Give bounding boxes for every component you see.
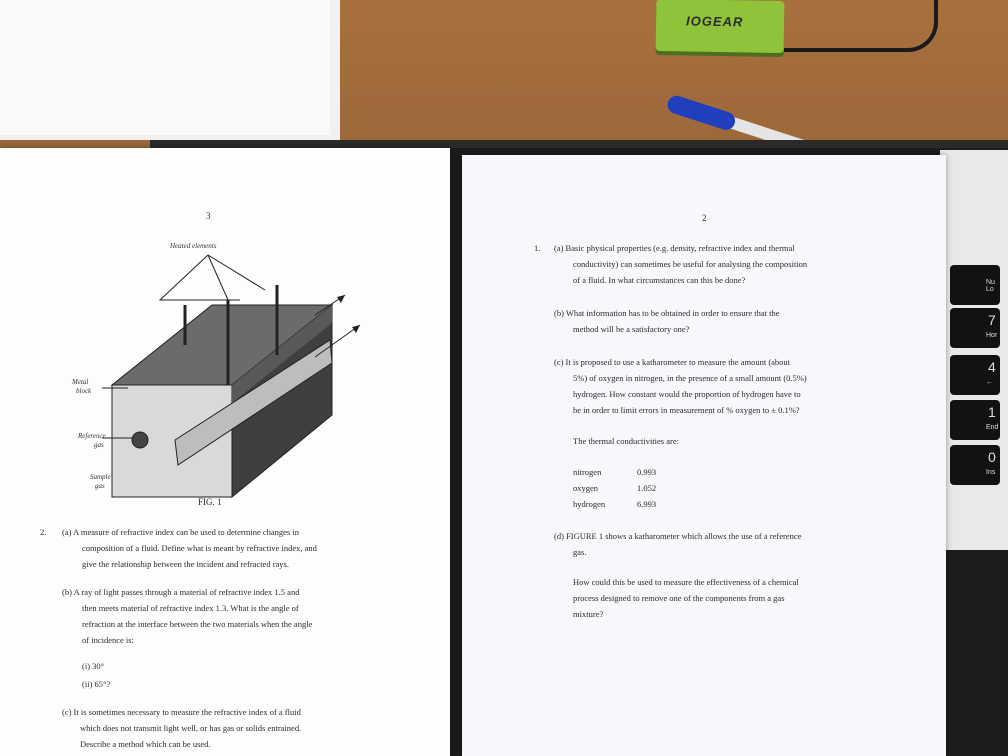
key-numlock (950, 265, 1000, 305)
table-gas: oxygen (573, 483, 599, 493)
key-number: 7 (988, 312, 996, 328)
q2a-line2: composition of a fluid. Define what is meant by refractive index, and (82, 543, 317, 553)
q2c-line1: (c) It is sometimes necessary to measure the refractive index of a fluid (62, 707, 301, 717)
usb-card-reader (656, 0, 785, 53)
background-sheet-top (0, 0, 330, 135)
q1b-line1: (b) What information has to be obtained in order to ensure that the (554, 308, 780, 318)
figure-caption: FIG. 1 (198, 497, 222, 507)
key-number: 1 (988, 404, 996, 420)
heated-elements-label: Heated elements (170, 242, 217, 250)
katharometer-diagram (60, 245, 440, 515)
usb-brand-label: IOGEAR (685, 13, 744, 30)
sample-gas-label-line1: Sample (90, 473, 111, 481)
page-number: 2 (702, 213, 707, 223)
key-number: 4 (988, 359, 996, 375)
key-label: ← (986, 379, 993, 386)
q1d2-line3: mixture? (573, 609, 604, 619)
q1d2-line2: process designed to remove one of the components from a gas (573, 593, 785, 603)
q2b-line4: of incidence is: (82, 635, 134, 645)
q1d-line2: gas. (573, 547, 587, 557)
q1d-line1: (d) FIGURE 1 shows a katharometer which allows the use of a reference (554, 531, 802, 541)
q1c-line4: be in order to limit errors in measurement of % oxygen to ± 0.1%? (573, 405, 800, 415)
question-2-number: 2. (40, 527, 47, 537)
key-label: Nu Lo (986, 279, 995, 293)
sample-gas-label-line2: gas (95, 482, 105, 490)
key-0 (950, 445, 1000, 485)
key-1 (950, 400, 1000, 440)
key-7 (950, 308, 1000, 348)
keyboard-edge (150, 140, 1008, 148)
q2b-i: (i) 30° (82, 661, 105, 671)
usb-cable (784, 0, 938, 52)
metal-block-label-line2: block (76, 387, 92, 395)
key-label: Hor (986, 332, 998, 339)
key-4 (950, 355, 1000, 395)
q2a-line3: give the relationship between the incident and refracted rays. (82, 559, 289, 569)
q1c-line3: hydrogen. How constant would the proportion of hydrogen have to (573, 389, 801, 399)
q2b-line1: (b) A ray of light passes through a material of refractive index 1.5 and (62, 587, 300, 597)
question-1-number: 1. (534, 243, 541, 253)
key-label: End (986, 424, 999, 431)
keyboard-side-panel (940, 150, 1008, 550)
q2c-line2: which does not transmit light well, or has gas or solids entrained. (80, 723, 302, 733)
q2b-line2: then meets material of refractive index 1.3. What is the angle of (82, 603, 299, 613)
q1b-line2: method will be a satisfactory one? (573, 324, 690, 334)
q1c-line1: (c) It is proposed to use a katharometer to measure the amount (about (554, 357, 791, 367)
q1a-line1: (a) Basic physical properties (e.g. density, refractive index and thermal (554, 243, 795, 253)
conductivities-intro: The thermal conductivities are: (573, 436, 679, 446)
q1c-line2: 5%) of oxygen in nitrogen, in the presence of a small amount (0.5%) (573, 373, 807, 383)
reference-gas-label-line1: Reference (78, 432, 106, 440)
metal-block-label-line1: Metal (72, 378, 89, 386)
table-gas: hydrogen (573, 499, 606, 509)
table-value: 0.993 (637, 467, 657, 477)
q2b-ii: (ii) 65°? (82, 679, 111, 689)
key-number: 0 (988, 449, 996, 465)
key-label: Ins (986, 469, 996, 476)
q2c-line3: Describe a method which can be used. (80, 739, 211, 749)
page-number: 3 (206, 211, 211, 221)
table-value: 1.052 (637, 483, 657, 493)
q2b-line3: refraction at the interface between the two materials when the angle (82, 619, 313, 629)
q1d2-line1: How could this be used to measure the effectiveness of a chemical (573, 577, 799, 587)
table-gas: nitrogen (573, 467, 602, 477)
q1a-line2: conductivity) can sometimes be useful for analysing the composition (573, 259, 808, 269)
reference-gas-label-line2: gas (94, 441, 104, 449)
q1a-line3: of a fluid. In what circumstances can this be done? (573, 275, 746, 285)
table-value: 6.993 (637, 499, 657, 509)
q2a-line1: (a) A measure of refractive index can be used to determine changes in (62, 527, 299, 537)
